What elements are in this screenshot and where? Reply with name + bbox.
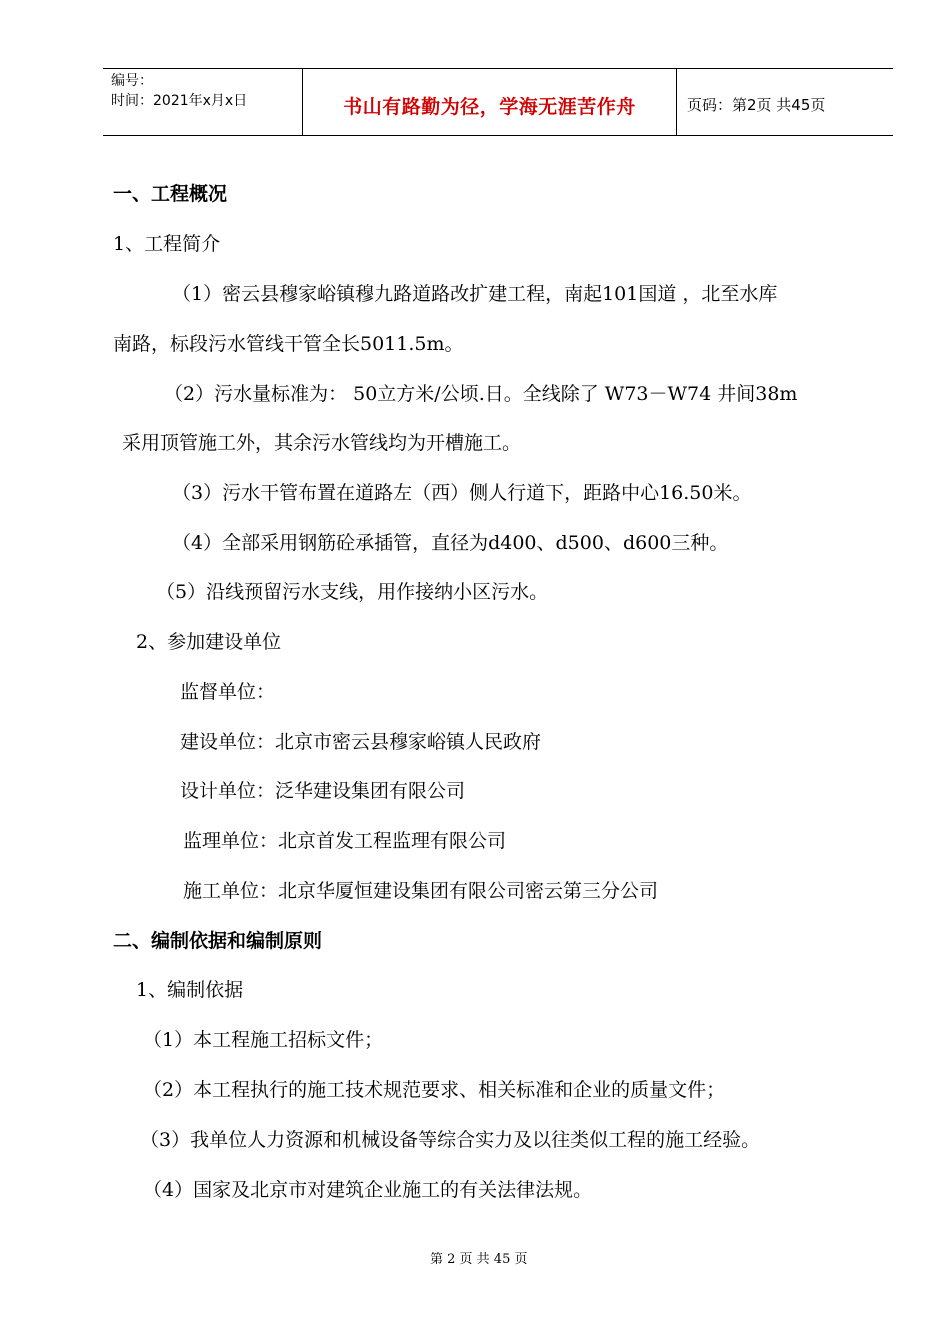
para-3: （3）污水干管布置在道路左（西）侧人行道下，距路中心16.50米。 [172, 482, 752, 504]
section-heading-1: 一、工程概况 [113, 183, 228, 205]
para-1a: （1）密云县穆家峪镇穆九路道路改扩建工程，南起101国道 ，北至水库 [172, 283, 778, 305]
basis-item-3: （3）我单位人力资源和机械设备等综合实力及以往类似工程的施工经验。 [140, 1129, 761, 1151]
para-1b: 南路，标段污水管线干管全长5011.5m。 [113, 333, 464, 355]
subsection-1: 1、工程简介 [113, 233, 221, 255]
subsection-2: 2、参加建设单位 [136, 631, 282, 653]
unit-design: 设计单位：泛华建设集团有限公司 [180, 780, 466, 802]
header-page-info: 页码：第2页 共45页 [687, 95, 826, 114]
unit-construction-owner: 建设单位：北京市密云县穆家峪镇人民政府 [180, 731, 542, 753]
unit-supervisor: 监理单位：北京首发工程监理有限公司 [183, 830, 507, 852]
para-4: （4）全部采用钢筋砼承插管，直径为d400、d500、d600三种。 [172, 532, 729, 554]
basis-item-4: （4）国家及北京市对建筑企业施工的有关法律法规。 [143, 1179, 593, 1201]
time-label: 时间：2021年x月x日 [111, 93, 248, 109]
page-header [103, 68, 893, 136]
unit-supervision: 监督单位： [180, 681, 276, 703]
basis-item-2: （2）本工程执行的施工技术规范要求、相关标准和企业的质量文件； [143, 1079, 726, 1101]
section-heading-2: 二、编制依据和编制原则 [113, 930, 323, 952]
para-2b: 采用顶管施工外，其余污水管线均为开槽施工。 [122, 432, 522, 454]
number-label: 编号： [111, 73, 153, 89]
para-5: （5）沿线预留污水支线，用作接纳小区污水。 [156, 581, 549, 603]
page-footer: 第 2 页 共 45 页 [430, 1252, 528, 1267]
basis-item-1: （1）本工程施工招标文件； [143, 1029, 384, 1051]
para-2a: （2）污水量标准为： 50立方米/公顷.日。全线除了 W73－W74 井间38m [164, 383, 798, 405]
header-motto: 书山有路勤为径，学海无涯苦作舟 [303, 69, 677, 135]
unit-contractor: 施工单位：北京华厦恒建设集团有限公司密云第三分公司 [183, 880, 659, 902]
subsection-3: 1、编制依据 [136, 979, 244, 1001]
header-meta [103, 69, 303, 135]
